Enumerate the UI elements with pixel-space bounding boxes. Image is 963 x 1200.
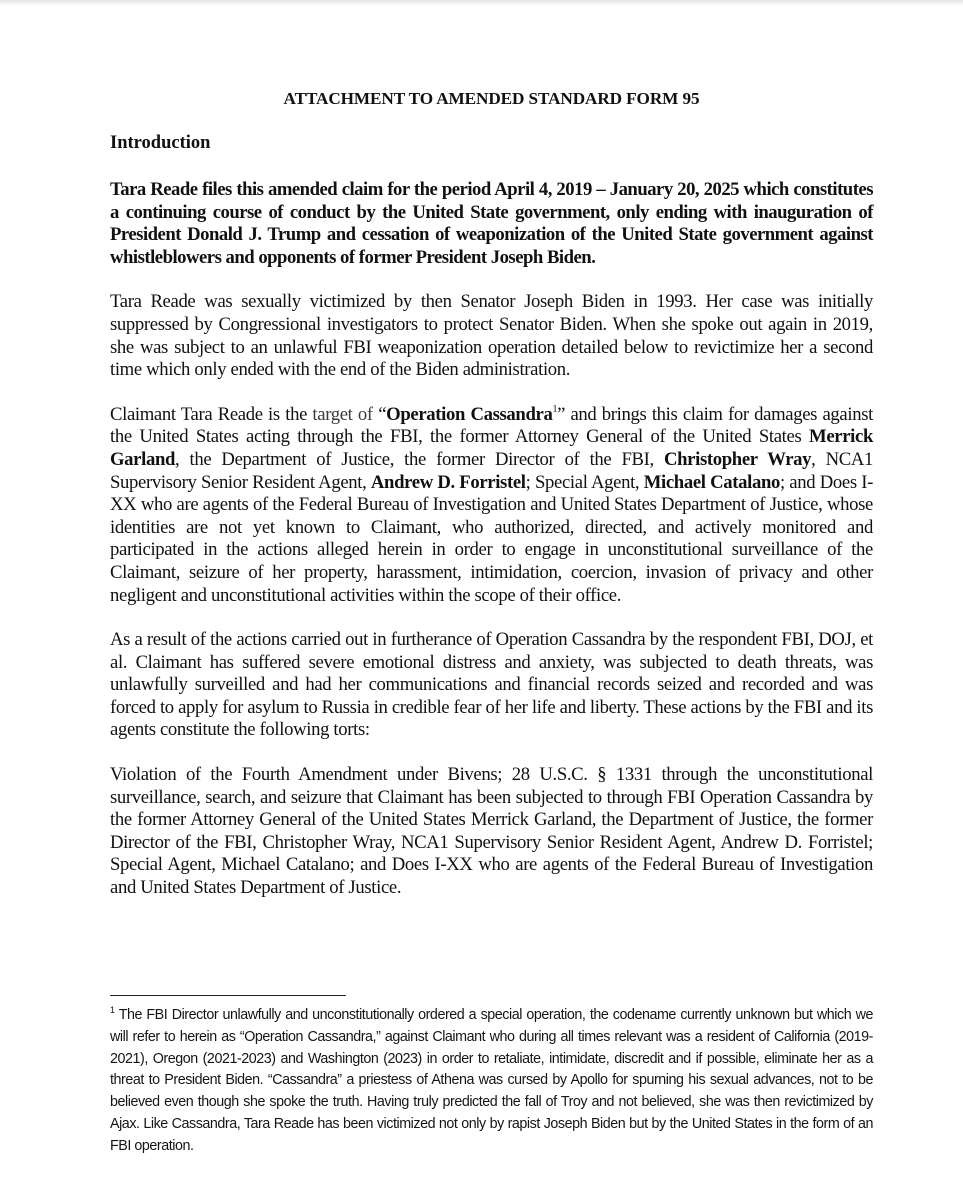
- paragraph-damages: As a result of the actions carried out in furtherance of Operation Cassandra by the respondent FBI, DOJ, et al. Claimant has suffered severe emotional distress and anxiety, was subjected to death threats, was unlawfully surveilled and had her communications and financial records seized and recorded and was forced to apply for asylum to Russia in credible fear of her life and liberty. These actions by the FBI and its agents constitute the following torts:: [110, 629, 873, 741]
- paragraph-claimant-parties: [110, 404, 873, 607]
- party-name: Merrick Garland: [110, 426, 873, 470]
- footnote-number: 1: [110, 1005, 115, 1015]
- text-run: , the Department of Justice, the former Director of the FBI,: [175, 448, 664, 470]
- page-top-shadow: [0, 0, 963, 6]
- document-title: ATTACHMENT TO AMENDED STANDARD FORM 95: [283, 89, 700, 108]
- party-name: Christopher Wray: [663, 448, 812, 470]
- text-run: “: [378, 403, 387, 425]
- footnote-text: The FBI Director unlawfully and unconstitutionally ordered a special operation, the codename currently unknown but which we will refer to herein as “Operation Cassandra,” against Claimant who during all times relevant was a resident of California (2019-2021), Oregon (2021-2023) and Washington (2023) in order to retaliate, intimidate, discredit and if possible, eliminate her as a threat to President Biden. “Cassandra” a priestess of Athena was cursed by Apollo for spurning his sexual advances, not to be believed even though she spoke the truth. Having truly predicted the fall of Troy and not believed, she was then revictimized by Ajax. Like Cassandra, Tara Reade has been victimized not only by rapist Joseph Biden but by the United States in the form of an FBI operation.: [110, 1007, 873, 1154]
- text-run: ; and Does I-XX who are agents of the Federal Bureau of Investigation and United States Department of Justice, whose identities are not yet known to Claimant, who authorized, directed, and actively monitored and participated in the actions alleged herein in order to engage in unconstitutional surveillance of the Claimant, seizure of her property, harassment, intimidation, coercion, invasion of privacy and other negligent and unconstitutional activities within the scope of their office.: [110, 471, 873, 606]
- text-run: ” and brings this claim for damages against the United States acting through the FBI, the former Attorney General of the United States: [110, 403, 873, 448]
- party-name: Michael Catalano: [643, 471, 780, 493]
- operation-name: Operation Cassandra: [386, 403, 553, 425]
- text-run: , NCA1 Supervisory Senior Resident Agent,: [110, 448, 873, 493]
- section-heading-introduction: Introduction: [110, 133, 211, 153]
- text-run: Claimant Tara Reade is the: [110, 403, 313, 425]
- text-run: target of: [312, 403, 379, 425]
- paragraph-background: Tara Reade was sexually victimized by then Senator Joseph Biden in 1993. Her case was initially suppressed by Congressional investigators to protect Senator Biden. When she spoke out again in 2019, she was subject to an unlawful FBI weaponization operation detailed below to revictimize her a second time which only ended with the end of the Biden administration.: [110, 291, 873, 381]
- text-run: ; Special Agent,: [525, 471, 644, 493]
- footnote-reference[interactable]: 1: [552, 403, 558, 415]
- party-name: Andrew D. Forristel: [370, 471, 526, 493]
- document-page: [110, 88, 873, 922]
- intro-bold-paragraph: Tara Reade files this amended claim for the period April 4, 2019 – January 20, 2025 which constitutes a continuing course of conduct by the United State government, only ending with inauguration of President Donald J. Trump and cessation of weaponization of the United State government against whistleblowers and opponents of former President Joseph Biden.: [110, 179, 873, 268]
- footnote-separator: [110, 995, 346, 996]
- paragraph-torts: Violation of the Fourth Amendment under Bivens; 28 U.S.C. § 1331 through the unconstitutional surveillance, search, and seizure that Claimant has been subjected to through FBI Operation Cassandra by the former Attorney General of the United States Merrick Garland, the Department of Justice, the former Director of the FBI, Christopher Wray, NCA1 Supervisory Senior Resident Agent, Andrew D. Forristel; Special Agent, Michael Catalano; and Does I-XX who are agents of the Federal Bureau of Investigation and United States Department of Justice.: [110, 764, 873, 899]
- footnote-1: [110, 1005, 873, 1158]
